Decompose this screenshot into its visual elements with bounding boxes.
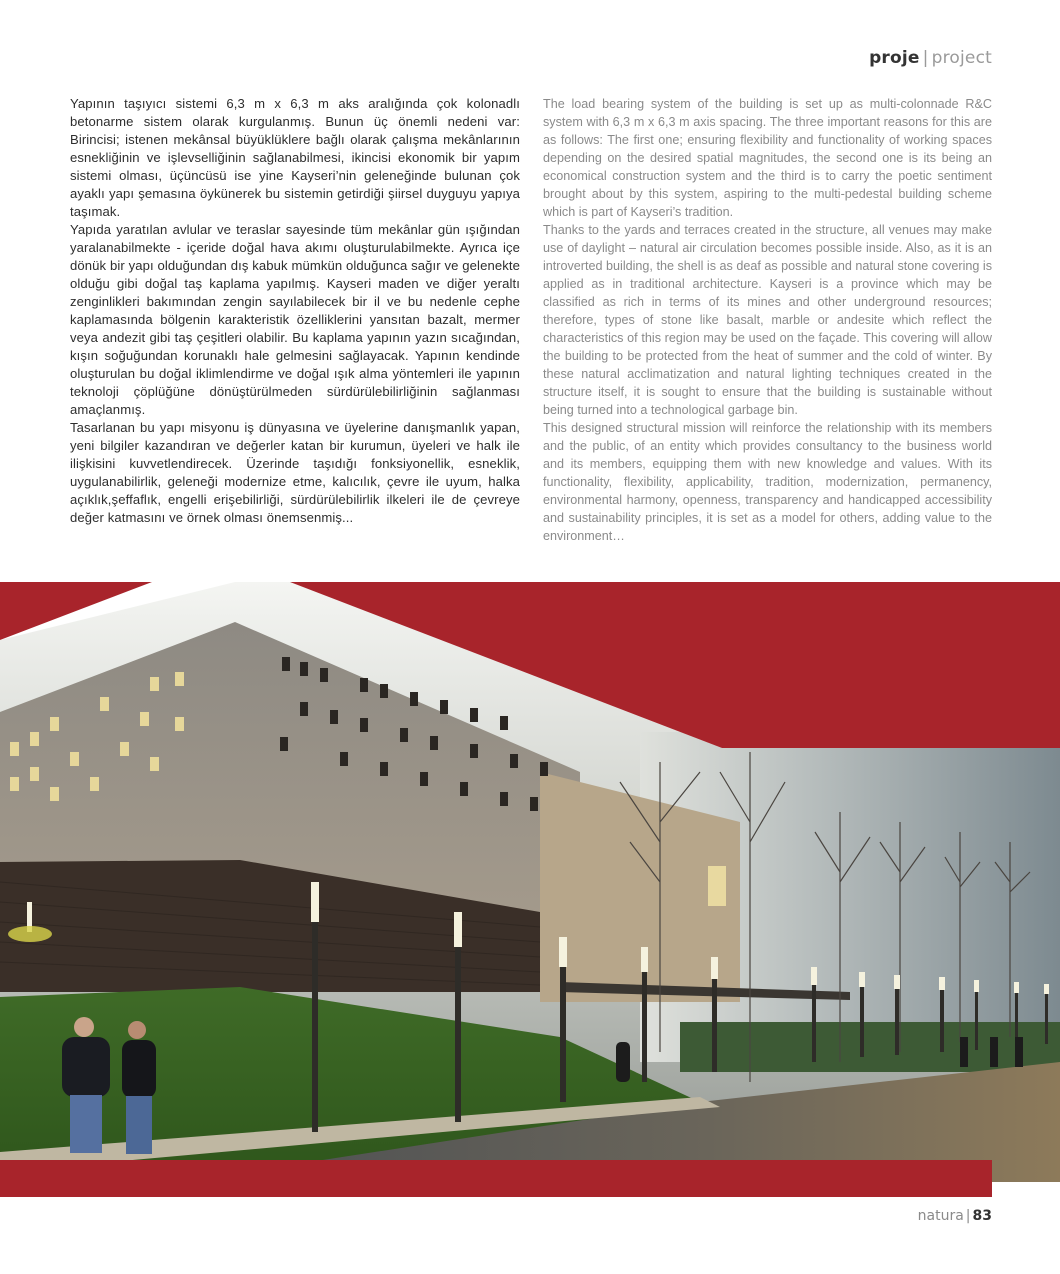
- english-paragraph: The load bearing system of the building is set up as multi-colonnade R&C system with 6,3 m x 6,3 m axis spacing. The three important reasons for this are as follows: The first one; ensuring flexibility and functionality of working spaces depending on the desired spatial magnitudes, the second one is its being an economical construction system and the third is to carry the poetic sentiment brought about by this system, aspiring to the multi-pedestal building scheme which is part of Kayseri’s tradition.: [543, 97, 992, 219]
- section-label-en: project: [931, 48, 992, 68]
- page-footer: [918, 1208, 992, 1224]
- footer-separator: |: [965, 1208, 971, 1224]
- english-paragraph: Thanks to the yards and terraces created in the structure, all venues may make use of daylight – natural air circulation becomes possible inside. Also, as it is an introverted building, the shell is as deaf as possible and natural stone covering is applied as in traditional architecture. Kayseri is a province which may be classified as rich in terms of its mines and other underground resources; therefore, types of stone like basalt, marble or andesite which reflect the characteristics of this region may be used on the façade. This covering will allow the building to be protected from the heat of summer and the cold of winter. By these natural acclimatization and natural lighting techniques created in the structure itself, it is sought to ensure that the building is sustainable without being turned into a technological garbage bin.: [543, 223, 992, 417]
- red-band-bottom: [0, 1160, 992, 1197]
- header-separator: |: [922, 48, 929, 68]
- page-number: 83: [972, 1208, 992, 1224]
- section-label-tr: proje: [869, 48, 920, 68]
- turkish-paragraph: Yapıda yaratılan avlular ve teraslar sayesinde tüm mekânlar gün ışığından yaralanabilmekte - içeride doğal hava akımı oluşturulabilmekte. Ayrıca içe dönük bir yapı olduğundan dış kabuk mümkün olduğunca sağır ve gelenekte olduğu gibi doğal taş kaplama yapılmış. Kayseri maden ve diğer yeraltı zenginlikleri bakımından zengin sayılabilecek bir il ve bu nedenle cephe kaplamasında bölgenin karakteristik özelliklerini yansıtan bazalt, mermer veya andezit gibi taş çeşitleri olabilir. Bu kaplama yapının yazın sıcağından, kışın soğuğundan korunaklı hale gelmesini sağlayacak. Yapının kendinde oluşturulan bu doğal iklimlendirme ve doğal ışık alma yöntemleri ile yapının teknoloji çöplüğüne dönüştürülmeden sürdürülebilirliğinin sağlanması amaçlanmış.: [70, 222, 520, 417]
- turkish-paragraph: Yapının taşıyıcı sistemi 6,3 m x 6,3 m aks aralığında çok kolonadlı betonarme sistem olarak kurgulanmış. Bunun üç önemli nedeni var: Birincisi; istenen mekânsal büyüklüklere bağlı olarak çalışma mekânlarının esnekliğinin ve işlevselliğinin sağlanabilmesi, ikincisi ekonomik bir yapım sistemi olması, üçüncüsü ise yine Kayseri’nin geleneğinde bulunan çok ayaklı yapı şemasına öykünerek bu sistemin getirdiği şiirsel duyguyu yapıya taşımak.: [70, 96, 520, 219]
- english-paragraph: This designed structural mission will reinforce the relationship with its members and the public, of an entity which provides consultancy to the business world and its members, equipping them with new knowledge and values. With its functionality, flexibility, applicability, tradition, modernization, permanency, environmental harmony, openness, transparency and handicapped accessibility and sustainability principles, it is set as a model for others, adding value to the environment…: [543, 421, 992, 543]
- turkish-article-column: [70, 95, 520, 527]
- turkish-paragraph: Tasarlanan bu yapı misyonu iş dünyasına ve üyelerine danışmanlık yapan, yeni bilgiler kazandıran ve değerler katan bir kurumun, üyeleri ve halk ile ilişkisini kuvvetlendirecek. Üzerinde taşıdığı fonksiyonellik, esneklik, uygulanabilirlik, geleneği modernize etme, kalıcılık, çevre ile uyum, halka açıklık,şeffaflık, engelli erişebilirliği, sürdürülebilirlik ilkeleri ile de çevreye değer katmasını ve örnek olması önemsenmiş...: [70, 420, 520, 525]
- section-header: [869, 48, 992, 68]
- building-render-illustration: [0, 582, 1060, 1202]
- english-article-column: [543, 95, 992, 545]
- magazine-name: natura: [917, 1208, 964, 1224]
